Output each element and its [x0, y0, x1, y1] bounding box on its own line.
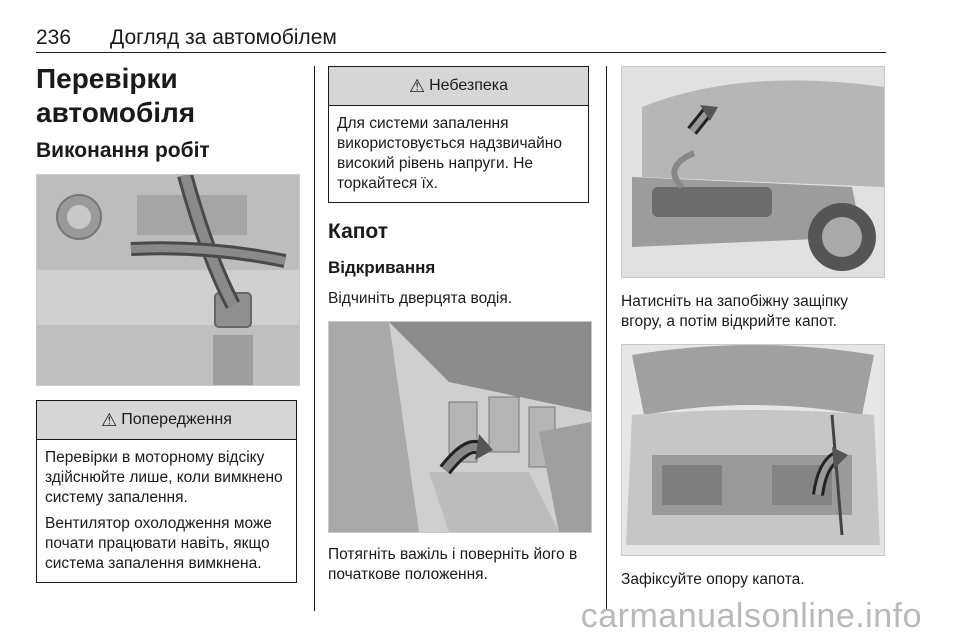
subsection-title: Виконання робіт — [36, 139, 210, 162]
opening-subtitle: Відкривання — [328, 258, 436, 277]
warning-paragraph-2: Вентилятор охолодження може почати працювати навіть, якщо система запалення вимкнена. — [45, 515, 272, 572]
danger-body — [329, 106, 588, 202]
page-header — [36, 26, 886, 53]
release-lever-drawing — [329, 322, 591, 532]
step-secure-prop: Зафіксуйте опору капота. — [621, 571, 805, 588]
danger-header — [329, 67, 588, 106]
warning-header — [37, 401, 296, 440]
danger-box — [328, 66, 589, 203]
watermark: carmanualsonline.info — [580, 597, 922, 635]
warning-triangle-icon: ⚠ — [408, 75, 426, 96]
car-front-drawing — [622, 67, 884, 277]
engine-bay-drawing — [37, 175, 299, 385]
warning-paragraph-1: Перевірки в моторному відсіку здійснюйте лише, коли вимкнено систему запалення. — [45, 449, 283, 506]
right-column — [621, 66, 885, 590]
middle-column — [328, 66, 590, 585]
hood-open-drawing — [622, 345, 884, 555]
column-divider-2 — [606, 66, 607, 611]
step-open-door: Відчиніть дверцята водія. — [328, 290, 513, 307]
page-number: 236 — [36, 26, 72, 49]
column-divider-1 — [314, 66, 315, 611]
car-front-illustration — [621, 66, 885, 278]
release-lever-illustration — [328, 321, 592, 533]
warning-triangle-icon: ⚠ — [101, 409, 118, 430]
engine-bay-illustration — [36, 174, 300, 386]
warning-box — [36, 400, 297, 583]
danger-heading: Небезпека — [429, 77, 509, 94]
running-title: Догляд за автомобілем — [110, 26, 337, 49]
section-title: Перевірки автомобіля — [36, 63, 196, 128]
left-column — [36, 62, 298, 583]
step-press-catch: Натисніть на запобіжну защіпку вгору, а потім відкрийте капот. — [621, 293, 849, 330]
hood-title: Капот — [328, 220, 389, 243]
danger-text: Для системи запалення використовується надзвичайно високий рівень напруги. Не торкайтеся їх. — [337, 115, 562, 192]
warning-heading: Попередження — [121, 411, 232, 428]
warning-body — [37, 440, 296, 582]
hood-open-illustration — [621, 344, 885, 556]
step-pull-lever: Потягніть важіль і поверніть його в початкове положення. — [328, 546, 578, 583]
